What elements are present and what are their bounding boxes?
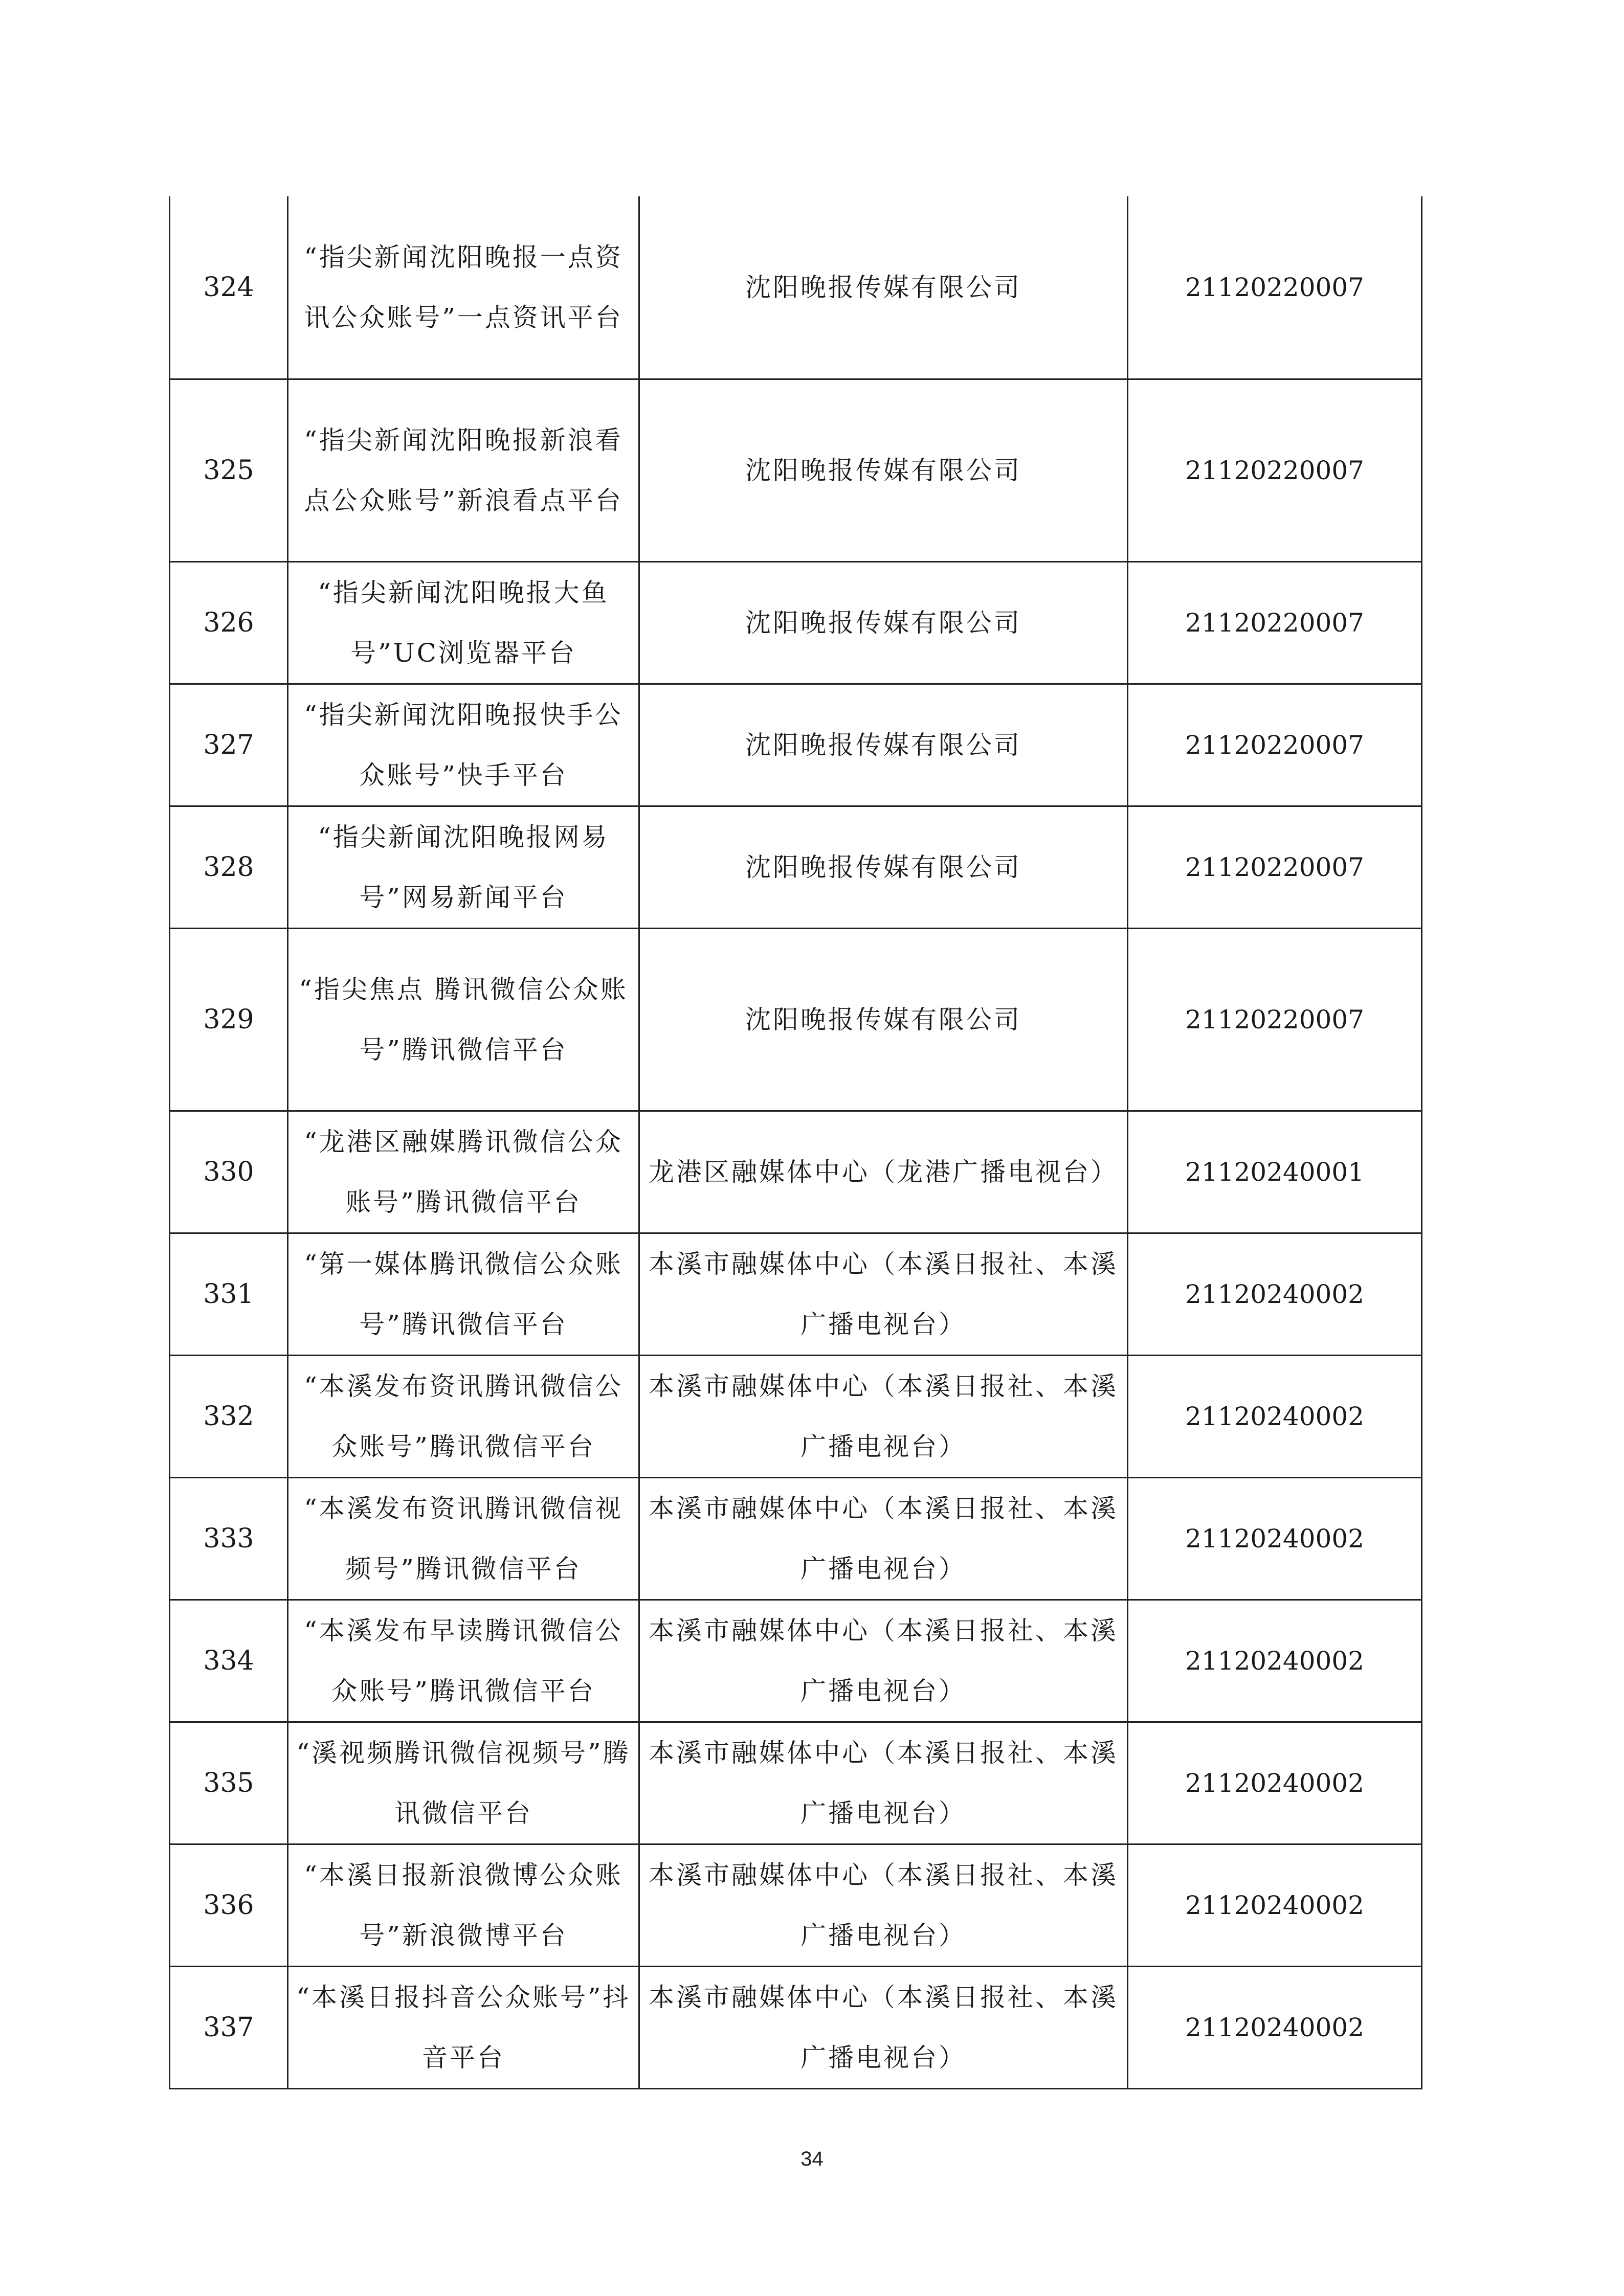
license-code: 21120220007 (1128, 379, 1422, 561)
row-number: 336 (170, 1844, 288, 1966)
organization: 龙港区融媒体中心（龙港广播电视台） (649, 1157, 1118, 1187)
row-number: 332 (170, 1355, 288, 1477)
page-number: 34 (800, 2148, 824, 2170)
organization: 本溪市融媒体中心（本溪日报社、本溪广播电视台） (649, 1493, 1118, 1584)
account-name: “指尖新闻沈阳晚报一点资讯公众账号”一点资讯平台 (304, 242, 623, 332)
license-code: 21120240002 (1128, 1233, 1422, 1355)
table-row (170, 928, 1422, 1111)
account-name: “指尖新闻沈阳晚报快手公众账号”快手平台 (304, 700, 623, 790)
license-code: 21120240002 (1128, 1355, 1422, 1477)
account-name: “指尖新闻沈阳晚报大鱼号”UC浏览器平台 (318, 577, 609, 668)
table-row (170, 1111, 1422, 1233)
account-name: “本溪发布资讯腾讯微信公众账号”腾讯微信平台 (304, 1371, 623, 1461)
row-number: 326 (170, 561, 288, 684)
table-row (170, 1233, 1422, 1355)
table-row (170, 1477, 1422, 1600)
license-code: 21120240001 (1128, 1111, 1422, 1233)
table-row (170, 196, 1422, 379)
account-name: “指尖焦点 腾讯微信公众账号”腾讯微信平台 (299, 974, 628, 1065)
row-number: 333 (170, 1477, 288, 1600)
organization: 本溪市融媒体中心（本溪日报社、本溪广播电视台） (649, 1615, 1118, 1706)
row-number: 325 (170, 379, 288, 561)
organization: 沈阳晚报传媒有限公司 (745, 607, 1021, 638)
organization: 沈阳晚报传媒有限公司 (745, 852, 1021, 882)
account-name: “本溪日报抖音公众账号”抖音平台 (296, 1982, 631, 2073)
row-number: 331 (170, 1233, 288, 1355)
table-row (170, 1844, 1422, 1966)
organization: 本溪市融媒体中心（本溪日报社、本溪广播电视台） (649, 1738, 1118, 1828)
organization: 本溪市融媒体中心（本溪日报社、本溪广播电视台） (649, 1982, 1118, 2073)
organization: 沈阳晚报传媒有限公司 (745, 730, 1021, 760)
table-row (170, 561, 1422, 684)
account-name: “本溪发布早读腾讯微信公众账号”腾讯微信平台 (304, 1615, 623, 1706)
row-number: 328 (170, 806, 288, 928)
table-row (170, 806, 1422, 928)
license-code: 21120240002 (1128, 1844, 1422, 1966)
license-code: 21120220007 (1128, 561, 1422, 684)
row-number: 324 (170, 196, 288, 379)
table-row (170, 1722, 1422, 1844)
license-code: 21120220007 (1128, 806, 1422, 928)
row-number: 337 (170, 1966, 288, 2088)
table-row (170, 379, 1422, 561)
row-number: 335 (170, 1722, 288, 1844)
organization: 本溪市融媒体中心（本溪日报社、本溪广播电视台） (649, 1249, 1118, 1339)
table-row (170, 1966, 1422, 2088)
table-row (170, 684, 1422, 806)
organization: 本溪市融媒体中心（本溪日报社、本溪广播电视台） (649, 1860, 1118, 1950)
license-code: 21120240002 (1128, 1722, 1422, 1844)
organization: 沈阳晚报传媒有限公司 (745, 272, 1021, 302)
account-name: “指尖新闻沈阳晚报新浪看点公众账号”新浪看点平台 (304, 425, 623, 515)
license-code: 21120220007 (1128, 684, 1422, 806)
organization: 沈阳晚报传媒有限公司 (745, 1004, 1021, 1034)
table-row (170, 1600, 1422, 1722)
registration-table (169, 196, 1422, 2089)
account-name: “指尖新闻沈阳晚报网易号”网易新闻平台 (318, 822, 609, 912)
table-row (170, 1355, 1422, 1477)
account-name: “龙港区融媒腾讯微信公众账号”腾讯微信平台 (304, 1127, 623, 1217)
license-code: 21120240002 (1128, 1600, 1422, 1722)
license-code: 21120220007 (1128, 196, 1422, 379)
license-code: 21120240002 (1128, 1477, 1422, 1600)
license-code: 21120240002 (1128, 1966, 1422, 2088)
row-number: 334 (170, 1600, 288, 1722)
license-code: 21120220007 (1128, 928, 1422, 1111)
account-name: “本溪日报新浪微博公众账号”新浪微博平台 (304, 1860, 623, 1950)
row-number: 327 (170, 684, 288, 806)
organization: 沈阳晚报传媒有限公司 (745, 455, 1021, 485)
account-name: “第一媒体腾讯微信公众账号”腾讯微信平台 (304, 1249, 623, 1339)
row-number: 329 (170, 928, 288, 1111)
account-name: “本溪发布资讯腾讯微信视频号”腾讯微信平台 (304, 1493, 623, 1584)
row-number: 330 (170, 1111, 288, 1233)
organization: 本溪市融媒体中心（本溪日报社、本溪广播电视台） (649, 1371, 1118, 1461)
account-name: “溪视频腾讯微信视频号”腾讯微信平台 (296, 1738, 631, 1828)
